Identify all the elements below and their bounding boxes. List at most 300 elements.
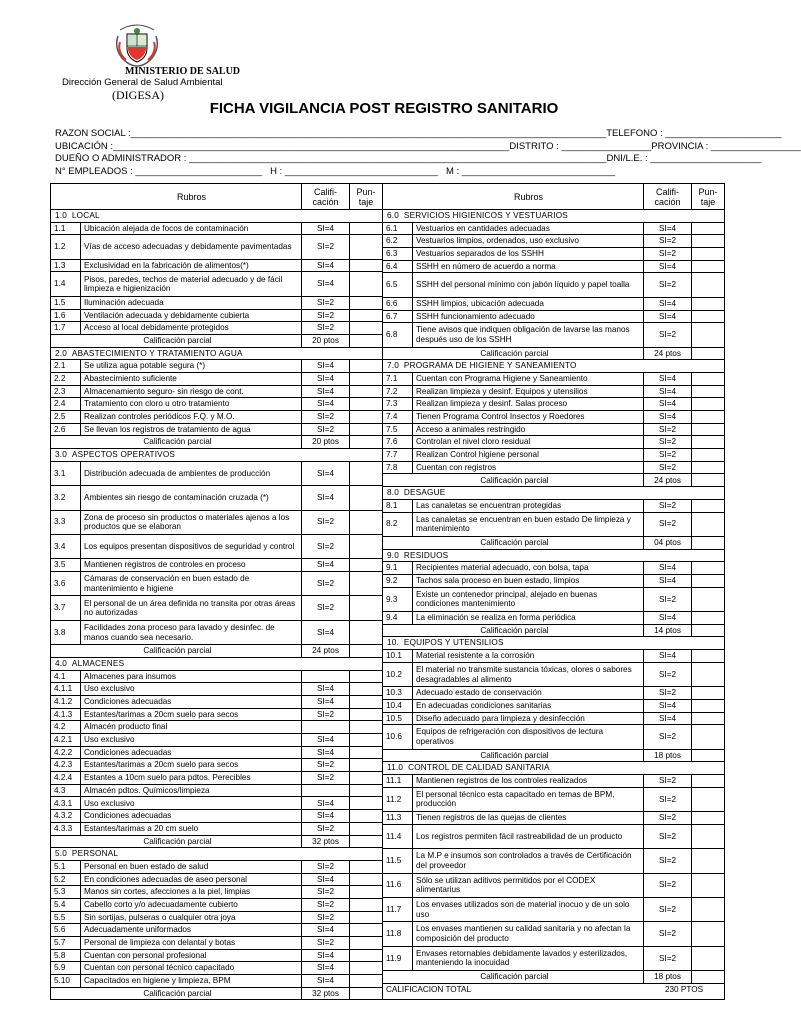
item-number: 5.5 (51, 912, 81, 924)
item-description: Estantes/tarimas a 20cm suelo para secos (81, 709, 302, 721)
criteria-row (383, 687, 724, 700)
item-number: 6.6 (383, 298, 413, 310)
section-title (51, 449, 382, 461)
item-calificacion: SI=2 (644, 449, 692, 461)
puntaje-cell[interactable] (692, 348, 724, 360)
criteria-row (383, 612, 724, 625)
criteria-row (383, 436, 724, 449)
item-calificacion: SI=2 (302, 424, 350, 436)
section-name: SERVICIOS HIGIENICOS Y VESTUARIOS (398, 211, 568, 221)
distrito-field[interactable]: _________________ (558, 140, 652, 152)
puntaje-cell[interactable] (692, 775, 724, 787)
partial-score-label: Calificación parcial (383, 625, 644, 637)
section-number: 11.0 (387, 763, 404, 773)
provincia-label: PROVINCIA : (651, 140, 709, 152)
item-description: Ventilación adecuada y debidamente cubierta (81, 310, 302, 322)
criteria-row (51, 924, 382, 937)
distrito-label: DISTRITO : (509, 140, 559, 152)
item-description: En condiciones adecuadas de aseo personal (81, 874, 302, 886)
puntaje-cell[interactable] (692, 788, 724, 811)
puntaje-cell[interactable] (350, 874, 382, 886)
item-description: Los envases utilizados son de material inocuo y de un solo uso (413, 898, 644, 921)
item-description: Iluminación adecuada (81, 297, 302, 309)
puntaje-cell[interactable] (692, 298, 724, 310)
provincia-field[interactable]: _________________ (708, 140, 801, 152)
item-calificacion: SI=4 (302, 797, 350, 809)
item-number: 4.2.3 (51, 759, 81, 771)
criteria-row (51, 596, 382, 620)
puntaje-cell[interactable] (692, 922, 724, 945)
puntaje-cell[interactable] (350, 797, 382, 809)
partial-score-label: Calificación parcial (383, 537, 644, 549)
puntaje-cell[interactable] (350, 386, 382, 398)
puntaje-cell[interactable] (350, 709, 382, 721)
puntaje-cell[interactable] (350, 975, 382, 987)
puntaje-cell[interactable] (692, 273, 724, 296)
item-description: Adecuadamente uniformados (81, 924, 302, 936)
section-number: 4.0 (55, 658, 67, 668)
item-description: El personal de un área definida no transita por otras áreas no autorizadas (81, 596, 302, 619)
item-calificacion: SI=4 (302, 386, 350, 398)
item-number: 5.2 (51, 874, 81, 886)
item-description: Exclusividad en la fabricación de alimentos(*) (81, 260, 302, 272)
puntaje-cell[interactable] (350, 223, 382, 235)
subsection-row (51, 785, 382, 798)
puntaje-cell[interactable] (350, 696, 382, 708)
item-description: Tienen registros de las quejas de clientes (413, 812, 644, 824)
puntaje-cell[interactable] (350, 721, 382, 733)
item-number: 1.3 (51, 260, 81, 272)
criteria-row (383, 500, 724, 513)
criteria-row (51, 823, 382, 836)
item-number: 1.6 (51, 310, 81, 322)
item-calificacion: SI=2 (302, 511, 350, 534)
dueno-field[interactable]: _______________________________________________________________________________ (186, 153, 607, 165)
item-number: 7.8 (383, 462, 413, 474)
item-description: Cuentan con Programa Higiene y Saneamiento (413, 373, 644, 385)
partial-score-label: Calificación parcial (383, 474, 644, 486)
item-calificacion: SI=4 (302, 696, 350, 708)
peru-coat-of-arms-icon (112, 22, 162, 68)
item-number: 7.1 (383, 373, 413, 385)
criteria-row (383, 311, 724, 324)
puntaje-cell[interactable] (350, 683, 382, 695)
puntaje-cell[interactable] (692, 612, 724, 624)
item-calificacion: SI=2 (644, 500, 692, 512)
item-number: 9.4 (383, 612, 413, 624)
dni-field[interactable]: _____________________ (647, 153, 762, 165)
telefono-field[interactable]: ______________________ (662, 128, 782, 139)
puntaje-cell[interactable] (692, 261, 724, 273)
puntaje-cell[interactable] (692, 750, 724, 762)
razon-social-field[interactable]: __________________________________________________________________________________________ (130, 128, 607, 139)
item-number: 4.2 (51, 721, 81, 733)
partial-score-label: Calificación parcial (383, 971, 644, 983)
puntaje-cell[interactable] (692, 971, 724, 983)
item-description: Condiciones adecuadas (81, 810, 302, 822)
item-number: 10.2 (383, 663, 413, 686)
item-description: SSHH en número de acuerdo a norma (413, 261, 644, 273)
item-number: 11.5 (383, 849, 413, 872)
item-calificacion: SI=2 (302, 535, 350, 558)
puntaje-cell[interactable] (692, 248, 724, 260)
header-number-cell (51, 184, 81, 209)
header-calificacion: Califi- cación (644, 184, 692, 209)
criteria-row (51, 322, 382, 335)
criteria-row (51, 621, 382, 645)
puntaje-cell[interactable] (692, 462, 724, 474)
empleados-label: N° EMPLEADOS : (55, 165, 133, 177)
puntaje-cell[interactable] (692, 849, 724, 872)
criteria-row (383, 248, 724, 261)
item-calificacion: SI=2 (302, 886, 350, 898)
mujeres-label: M : (446, 165, 460, 177)
subsection-row (51, 671, 382, 684)
item-number: 4.1.2 (51, 696, 81, 708)
puntaje-cell[interactable] (692, 235, 724, 247)
item-description: Abastecimiento suficiente (81, 373, 302, 385)
puntaje-cell[interactable] (350, 559, 382, 571)
criteria-row (51, 424, 382, 437)
puntaje-cell[interactable] (692, 575, 724, 587)
section-header-row (383, 487, 724, 500)
total-score-label: CALIFICACION TOTAL (386, 984, 472, 994)
item-calificacion (302, 721, 350, 733)
item-calificacion: SI=2 (644, 323, 692, 346)
criteria-row (51, 886, 382, 899)
item-calificacion (302, 785, 350, 797)
mujeres-field[interactable]: _____________________________ (459, 165, 616, 177)
criteria-row (383, 898, 724, 922)
item-number: 6.2 (383, 235, 413, 247)
criteria-row (383, 235, 724, 248)
puntaje-cell[interactable] (692, 537, 724, 549)
section-number: 5.0 (55, 849, 67, 859)
puntaje-cell[interactable] (350, 297, 382, 309)
partial-score-label: Calificación parcial (51, 988, 302, 1000)
puntaje-cell[interactable] (692, 424, 724, 436)
item-calificacion: SI=2 (644, 424, 692, 436)
puntaje-cell[interactable] (350, 424, 382, 436)
item-description: Ambientes sin riesgo de contaminación cruzada (*) (81, 486, 302, 509)
puntaje-cell[interactable] (350, 836, 382, 848)
item-description: Vestuarios en cantidades adecuadas (413, 223, 644, 235)
item-description: Controlan el nivel cloro residual (413, 436, 644, 448)
item-description: Equipos de refrigeración con dispositivos de lectura operativos (413, 725, 644, 748)
item-number: 9.1 (383, 562, 413, 574)
header-puntaje: Pun- taje (698, 186, 718, 207)
ubicacion-field[interactable]: ___________________________________________________________________________ (113, 140, 510, 152)
puntaje-cell[interactable] (692, 713, 724, 725)
item-description: Existe un contenedor principal, alejado en buenas condiciones mantenimiento (413, 588, 644, 611)
item-description: Realizan Control higiene personal (413, 449, 644, 461)
section-title (383, 360, 724, 372)
puntaje-cell[interactable] (350, 988, 382, 1000)
table-header-row (383, 184, 724, 210)
section-header-row (383, 360, 724, 373)
item-calificacion: SI=2 (644, 849, 692, 872)
criteria-row (51, 486, 382, 510)
item-calificacion: SI=2 (302, 310, 350, 322)
item-number: 10.3 (383, 687, 413, 699)
item-number: 5.3 (51, 886, 81, 898)
section-name: CONTROL DE CALIDAD SANITARIA (403, 763, 550, 773)
item-calificacion: SI=4 (302, 462, 350, 485)
partial-score-label: Calificación parcial (51, 645, 302, 657)
dueno-label: DUEÑO O ADMINISTRADOR : (55, 153, 187, 165)
item-calificacion: SI=4 (644, 311, 692, 323)
section-title (383, 762, 724, 774)
item-description: Uso exclusivo (81, 734, 302, 746)
puntaje-cell[interactable] (692, 323, 724, 346)
hombres-field[interactable]: _____________________________ (282, 165, 447, 177)
partial-score-row (51, 836, 382, 849)
item-description: Se llevan los registros de tratamiento de agua (81, 424, 302, 436)
item-number: 4.3.3 (51, 823, 81, 835)
puntaje-cell[interactable] (350, 950, 382, 962)
section-title (51, 210, 382, 222)
criteria-row (51, 962, 382, 975)
puntaje-cell[interactable] (692, 687, 724, 699)
criteria-row (51, 572, 382, 596)
puntaje-cell[interactable] (692, 513, 724, 536)
puntaje-cell[interactable] (350, 937, 382, 949)
item-number: 4.2.4 (51, 772, 81, 784)
puntaje-cell[interactable] (350, 572, 382, 595)
puntaje-cell[interactable] (350, 373, 382, 385)
puntaje-cell[interactable] (350, 772, 382, 784)
criteria-row (383, 874, 724, 898)
section-name: ABASTECIMIENTO Y TRATAMIENTO AGUA (66, 348, 243, 358)
item-number: 6.7 (383, 311, 413, 323)
puntaje-cell[interactable] (350, 511, 382, 534)
item-number: 3.1 (51, 462, 81, 485)
item-calificacion: SI=4 (302, 874, 350, 886)
section-header-row (383, 550, 724, 563)
item-description: Envases retornables debidamente lavados y esterilizados, manteniendo la inocuidad (413, 947, 644, 970)
puntaje-cell[interactable] (692, 625, 724, 637)
puntaje-cell[interactable] (350, 962, 382, 974)
criteria-row (51, 772, 382, 785)
puntaje-cell[interactable] (350, 411, 382, 423)
puntaje-cell[interactable] (350, 759, 382, 771)
item-description: Realizan controles periódicos F.Q. y M.O. (81, 411, 302, 423)
section-name: ASPECTOS OPERATIVOS (66, 450, 176, 460)
item-number: 11.1 (383, 775, 413, 787)
partial-score-row (51, 335, 382, 348)
item-calificacion: SI=4 (644, 650, 692, 662)
item-description: Almacenamiento seguro- sin riesgo de cont. (81, 386, 302, 398)
puntaje-cell[interactable] (350, 785, 382, 797)
item-description: Adecuado estado de conservación (413, 687, 644, 699)
puntaje-cell[interactable] (692, 562, 724, 574)
item-calificacion: SI=2 (644, 248, 692, 260)
ministry-name: MINISTERIO DE SALUD (125, 66, 241, 77)
item-number: 4.3.2 (51, 810, 81, 822)
puntaje-cell[interactable] (350, 621, 382, 644)
criteria-row (383, 373, 724, 386)
item-number: 3.7 (51, 596, 81, 619)
item-description: Los envases mantienen su calidad sanitaria y no afectan la composición del producto (413, 922, 644, 945)
criteria-row (383, 323, 724, 347)
item-number: 10.4 (383, 700, 413, 712)
puntaje-cell[interactable] (350, 861, 382, 873)
puntaje-cell[interactable] (692, 700, 724, 712)
section-number: 1.0 (55, 211, 67, 221)
item-description: En adecuadas condiciones sanitarias (413, 700, 644, 712)
puntaje-cell[interactable] (692, 947, 724, 970)
section-name: RESIDUOS (398, 550, 449, 560)
item-description: Condiciones adecuadas (81, 747, 302, 759)
item-description: SSHH funcionamiento adecuado (413, 311, 644, 323)
puntaje-cell[interactable] (350, 912, 382, 924)
puntaje-cell[interactable] (350, 671, 382, 683)
puntaje-cell[interactable] (692, 725, 724, 748)
puntaje-cell[interactable] (350, 322, 382, 334)
puntaje-cell[interactable] (350, 596, 382, 619)
criteria-row (51, 937, 382, 950)
puntaje-cell[interactable] (692, 449, 724, 461)
partial-score-value: 20 ptos (302, 335, 350, 347)
partial-score-row (51, 645, 382, 658)
puntaje-cell[interactable] (350, 398, 382, 410)
item-description: Se utiliza agua potable segura (*) (81, 360, 302, 372)
puntaje-cell[interactable] (350, 335, 382, 347)
item-number: 5.7 (51, 937, 81, 949)
item-calificacion: SI=4 (644, 223, 692, 235)
criteria-row (383, 588, 724, 612)
item-number: 8.1 (383, 500, 413, 512)
puntaje-cell[interactable] (692, 650, 724, 662)
item-number: 5.9 (51, 962, 81, 974)
item-description: Recipientes material adecuado, con bolsa, tapa (413, 562, 644, 574)
item-number: 3.3 (51, 511, 81, 534)
item-number: 3.8 (51, 621, 81, 644)
puntaje-cell[interactable] (350, 645, 382, 657)
criteria-row (383, 411, 724, 424)
puntaje-cell[interactable] (350, 734, 382, 746)
puntaje-cell[interactable] (692, 411, 724, 423)
partial-score-value: 18 ptos (644, 971, 692, 983)
item-description: Vías de acceso adecuadas y debidamente pavimentadas (81, 235, 302, 258)
item-number: 5.10 (51, 975, 81, 987)
criteria-row (51, 912, 382, 925)
puntaje-cell[interactable] (692, 500, 724, 512)
puntaje-cell[interactable] (692, 825, 724, 848)
item-calificacion: SI=2 (302, 759, 350, 771)
item-description: Cabello corto y/o adecuadamente cubierto (81, 899, 302, 911)
puntaje-cell[interactable] (692, 663, 724, 686)
partial-score-label: Calificación parcial (383, 750, 644, 762)
empleados-field[interactable]: ________________________ (132, 165, 271, 177)
puntaje-cell[interactable] (692, 311, 724, 323)
item-number: 4.3.1 (51, 797, 81, 809)
item-description: Realizan limpieza y desinf. Equipos y utensilios (413, 386, 644, 398)
puntaje-cell[interactable] (350, 886, 382, 898)
item-number: 8.2 (383, 513, 413, 536)
section-header-row (51, 210, 382, 223)
section-header-row (51, 848, 382, 861)
criteria-row (51, 874, 382, 887)
puntaje-cell[interactable] (350, 924, 382, 936)
criteria-row (383, 725, 724, 749)
criteria-row (51, 975, 382, 988)
puntaje-cell[interactable] (692, 874, 724, 897)
item-calificacion: SI=2 (644, 947, 692, 970)
puntaje-cell[interactable] (692, 474, 724, 486)
puntaje-cell[interactable] (350, 310, 382, 322)
puntaje-cell[interactable] (350, 899, 382, 911)
item-calificacion: SI=4 (302, 559, 350, 571)
item-description: Ubicación alejada de focos de contaminación (81, 223, 302, 235)
section-name: EQUIPOS Y UTENSILIOS (398, 638, 504, 648)
section-header-row (51, 449, 382, 462)
puntaje-cell[interactable] (350, 436, 382, 448)
puntaje-cell[interactable] (350, 260, 382, 272)
item-calificacion: SI=4 (302, 962, 350, 974)
item-calificacion: SI=2 (644, 687, 692, 699)
item-number: 3.5 (51, 559, 81, 571)
partial-score-row (383, 625, 724, 638)
criteria-row (51, 899, 382, 912)
item-description: Realizan limpieza y desinf. Salas proceso (413, 398, 644, 410)
puntaje-cell[interactable] (692, 223, 724, 235)
criteria-row (383, 575, 724, 588)
puntaje-cell[interactable] (350, 810, 382, 822)
puntaje-cell[interactable] (350, 747, 382, 759)
puntaje-cell[interactable] (692, 436, 724, 448)
puntaje-cell[interactable] (350, 823, 382, 835)
criteria-row (383, 812, 724, 825)
puntaje-cell[interactable] (692, 386, 724, 398)
item-number: 1.2 (51, 235, 81, 258)
puntaje-cell[interactable] (692, 898, 724, 921)
puntaje-cell[interactable] (692, 373, 724, 385)
puntaje-cell[interactable] (350, 486, 382, 509)
puntaje-cell[interactable] (350, 462, 382, 485)
criteria-row (51, 462, 382, 486)
item-calificacion: SI=2 (302, 709, 350, 721)
puntaje-cell[interactable] (692, 812, 724, 824)
item-description: Personal en buen estado de salud (81, 861, 302, 873)
item-number: 4.1 (51, 671, 81, 683)
item-description: Uso exclusivo (81, 683, 302, 695)
puntaje-cell[interactable] (350, 235, 382, 258)
section-title (383, 487, 724, 499)
item-number: 3.2 (51, 486, 81, 509)
section-number: 6.0 (387, 211, 399, 221)
criteria-row (383, 663, 724, 687)
item-description: Los equipos presentan dispositivos de seguridad y control (81, 535, 302, 558)
item-description: Uso exclusivo (81, 797, 302, 809)
criteria-row (383, 713, 724, 726)
puntaje-cell[interactable] (350, 360, 382, 372)
puntaje-cell[interactable] (350, 535, 382, 558)
item-calificacion: SI=2 (302, 937, 350, 949)
partial-score-value: 20 ptos (302, 436, 350, 448)
item-number: 2.2 (51, 373, 81, 385)
section-number: 3.0 (55, 450, 67, 460)
puntaje-cell[interactable] (350, 272, 382, 295)
item-calificacion: SI=2 (302, 235, 350, 258)
puntaje-cell[interactable] (692, 398, 724, 410)
item-calificacion: SI=2 (644, 273, 692, 296)
puntaje-cell[interactable] (692, 588, 724, 611)
criteria-row (51, 235, 382, 259)
item-description: Material resistente a la corrosión (413, 650, 644, 662)
item-description: Almacenes para insumos (81, 671, 302, 683)
partial-score-value: 32 ptos (302, 988, 350, 1000)
